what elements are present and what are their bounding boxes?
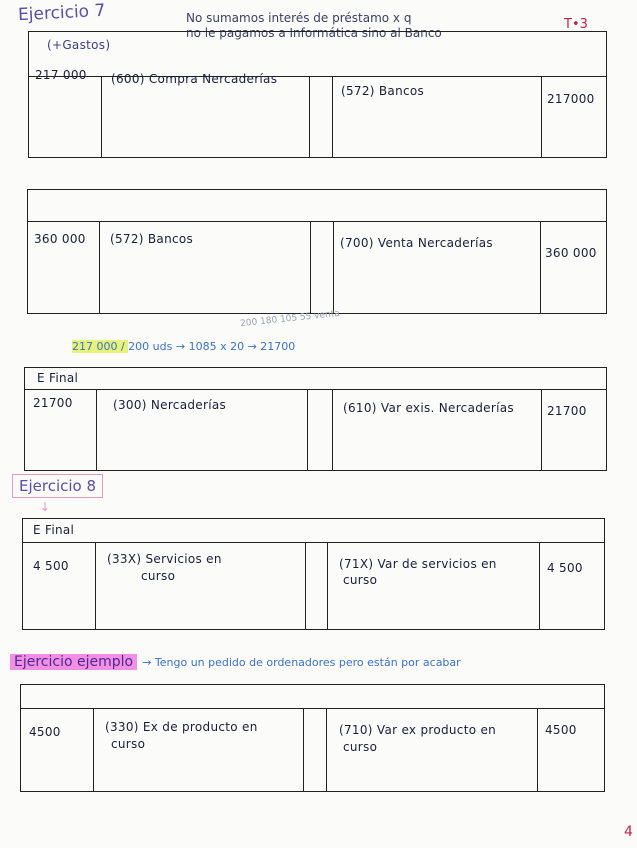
calculation-note (72, 340, 295, 353)
example-heading (10, 651, 461, 670)
t5-left-account-line1: (330) Ex de producto en (105, 720, 258, 734)
t1-header-label: (+Gastos) (47, 38, 111, 52)
t1-left-account: (600) Compra Nercaderías (111, 72, 278, 86)
t3-header-label: E Final (37, 371, 79, 385)
t4-right-amount: 4 500 (547, 561, 583, 575)
faint-notes: 200 180 105 55 venta (239, 308, 341, 330)
header-note-line2: no le pagamos a Informática sino al Banco (186, 26, 442, 40)
exercise8-title: Ejercicio 8 (12, 474, 103, 498)
t3-right-amount: 21700 (547, 404, 587, 418)
t2-left-account: (572) Bancos (110, 232, 194, 246)
t3-right-account: (610) Var exis. Nercaderías (343, 401, 514, 415)
t5-right-amount: 4500 (545, 723, 577, 737)
calc-text: 217 000 / 200 uds → 1085 x 20 → 21700 (72, 340, 296, 353)
t4-right-account-line2: curso (343, 573, 378, 587)
t5-right-account-line2: curso (343, 740, 378, 754)
journal-entry-4 (22, 518, 605, 630)
t4-header-label: E Final (33, 523, 75, 537)
page-tag: T•3 (564, 17, 588, 32)
journal-entry-5 (20, 684, 605, 792)
t4-right-account-line1: (71X) Var de servicios en (339, 557, 497, 571)
journal-entry-1 (28, 31, 607, 158)
arrow-down-icon: ↓ (40, 500, 51, 514)
t4-left-account-line2: curso (141, 569, 176, 583)
t3-left-account: (300) Nercaderías (113, 398, 227, 412)
example-title: Ejercicio ejemplo (10, 654, 137, 670)
journal-entry-3 (24, 367, 607, 471)
t3-left-amount: 21700 (33, 396, 73, 410)
t1-left-amount: 217 000 (35, 68, 87, 82)
t5-left-amount: 4500 (29, 725, 61, 739)
t1-right-amount: 217000 (547, 92, 595, 106)
t1-right-account: (572) Bancos (341, 84, 425, 98)
journal-entry-2 (27, 189, 607, 314)
header-note-line1: No sumamos interés de préstamo x q (186, 11, 412, 25)
example-note: → Tengo un pedido de ordenadores pero están por acabar (142, 656, 461, 669)
t2-right-amount: 360 000 (545, 246, 597, 260)
t2-right-account: (700) Venta Nercaderías (340, 236, 493, 250)
t2-left-amount: 360 000 (34, 232, 86, 246)
t5-left-account-line2: curso (111, 737, 146, 751)
t4-left-amount: 4 500 (33, 559, 69, 573)
t5-right-account-line1: (710) Var ex producto en (339, 723, 497, 737)
t4-left-account-line1: (33X) Servicios en (107, 552, 222, 566)
page-number: 4 (624, 824, 633, 840)
exercise-title: Ejercicio 7 (17, 0, 106, 26)
